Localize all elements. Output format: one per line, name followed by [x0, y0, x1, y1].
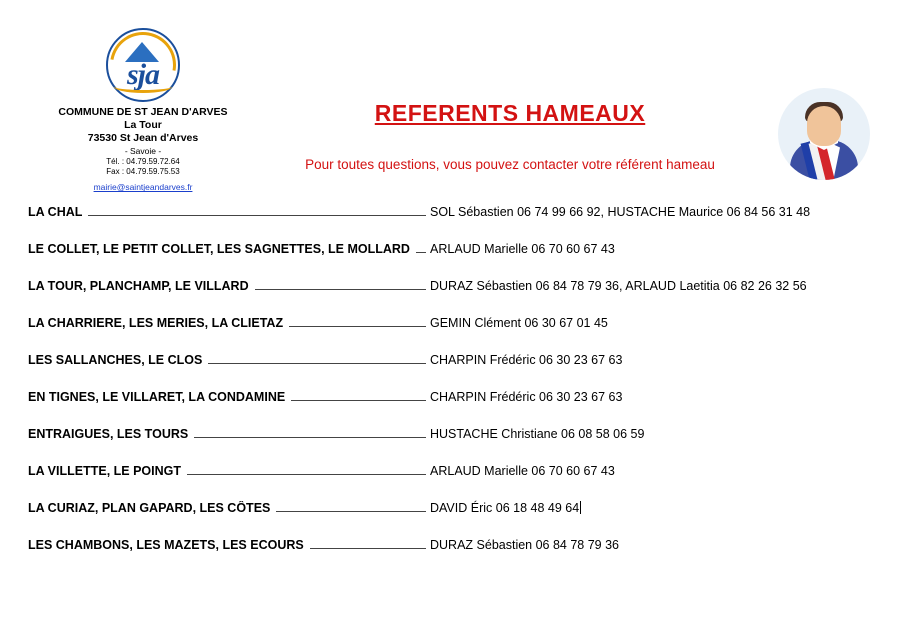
hamlet-cell: [28, 501, 426, 515]
referent-contact: GEMIN Clément 06 30 67 01 45: [430, 316, 608, 330]
hamlet-cell: [28, 242, 426, 256]
referent-contact: CHARPIN Frédéric 06 30 23 67 63: [430, 390, 623, 404]
referent-contact: CHARPIN Frédéric 06 30 23 67 63: [430, 353, 623, 367]
referent-contact: HUSTACHE Christiane 06 08 58 06 59: [430, 427, 645, 441]
list-item: [0, 205, 900, 242]
leader-line: [194, 436, 426, 438]
commune-address: 73530 St Jean d'Arves: [87, 132, 199, 145]
leader-line: [276, 510, 426, 512]
commune-fax: Fax : 04.79.59.75.53: [106, 167, 180, 177]
hamlet-cell: [28, 390, 426, 404]
referent-contact: DURAZ Sébastien 06 84 78 79 36: [430, 538, 620, 552]
leader-line: [187, 473, 426, 475]
text-cursor: [580, 501, 581, 514]
referent-contact: ARLAUD Marielle 06 70 60 67 43: [430, 242, 615, 256]
hamlet-cell: [28, 427, 426, 441]
hamlet-name: LA CHARRIERE, LES MERIES, LA CLIETAZ: [28, 316, 284, 330]
referent-contact: [426, 501, 581, 515]
leader-line: [208, 362, 426, 364]
page-title: REFERENTS HAMEAUX: [374, 100, 646, 126]
referent-contact: ARLAUD Marielle 06 70 60 67 43: [430, 464, 615, 478]
title-block: [260, 100, 760, 172]
list-item: [0, 427, 900, 464]
list-item: [0, 464, 900, 501]
list-item: [0, 501, 900, 538]
hamlet-name: EN TIGNES, LE VILLARET, LA CONDAMINE: [28, 390, 286, 404]
hamlet-cell: [28, 538, 426, 552]
hamlet-name: LA CURIAZ, PLAN GAPARD, LES CÔTES: [28, 501, 271, 515]
sja-mountain-logo-icon: [106, 28, 180, 102]
mayor-avatar-icon: [778, 88, 870, 180]
list-item: [0, 316, 900, 353]
hamlet-cell: [28, 353, 426, 367]
commune-email-link[interactable]: mairie@saintjeandarves.fr: [93, 182, 193, 193]
list-item: [0, 390, 900, 427]
hamlet-name: LA VILLETTE, LE POINGT: [28, 464, 182, 478]
leader-line: [289, 325, 426, 327]
commune-name: COMMUNE DE ST JEAN D'ARVES: [58, 106, 228, 118]
leader-line: [291, 399, 426, 401]
commune-identity-block: [28, 28, 258, 195]
hamlet-name: ENTRAIGUES, LES TOURS: [28, 427, 189, 441]
leader-line: [88, 214, 426, 216]
list-item: [0, 538, 900, 575]
commune-telephone: Tél. : 04.79.59.72.64: [106, 157, 180, 167]
hamlet-name: LE COLLET, LE PETIT COLLET, LES SAGNETTES, LE MOLLARD: [28, 242, 410, 256]
leader-line: [416, 251, 426, 253]
hamlet-cell: [28, 279, 426, 293]
commune-locality: La Tour: [124, 119, 162, 132]
hamlet-cell: [28, 316, 426, 330]
leader-line: [310, 547, 426, 549]
list-item: [0, 353, 900, 390]
hamlet-name: LA CHAL: [28, 205, 83, 219]
hamlet-cell: [28, 464, 426, 478]
list-item: [0, 242, 900, 279]
hamlet-name: LES CHAMBONS, LES MAZETS, LES ECOURS: [28, 538, 304, 552]
hamlet-name: LA TOUR, PLANCHAMP, LE VILLARD: [28, 279, 249, 293]
document-header: [0, 0, 900, 200]
referents-list: [0, 205, 900, 575]
logo-monogram: sja: [126, 58, 159, 91]
page-subtitle: Pour toutes questions, vous pouvez contacter votre référent hameau: [305, 157, 715, 172]
hamlet-name: LES SALLANCHES, LE CLOS: [28, 353, 203, 367]
list-item: [0, 279, 900, 316]
hamlet-cell: [28, 205, 426, 219]
referent-contact: DURAZ Sébastien 06 84 78 79 36, ARLAUD Laetitia 06 82 26 32 56: [430, 279, 807, 293]
referent-text: DAVID Éric 06 18 48 49 64: [430, 501, 580, 515]
commune-region: - Savoie -: [124, 146, 162, 157]
leader-line: [255, 288, 426, 290]
referent-contact: SOL Sébastien 06 74 99 66 92, HUSTACHE Maurice 06 84 56 31 48: [430, 205, 811, 219]
